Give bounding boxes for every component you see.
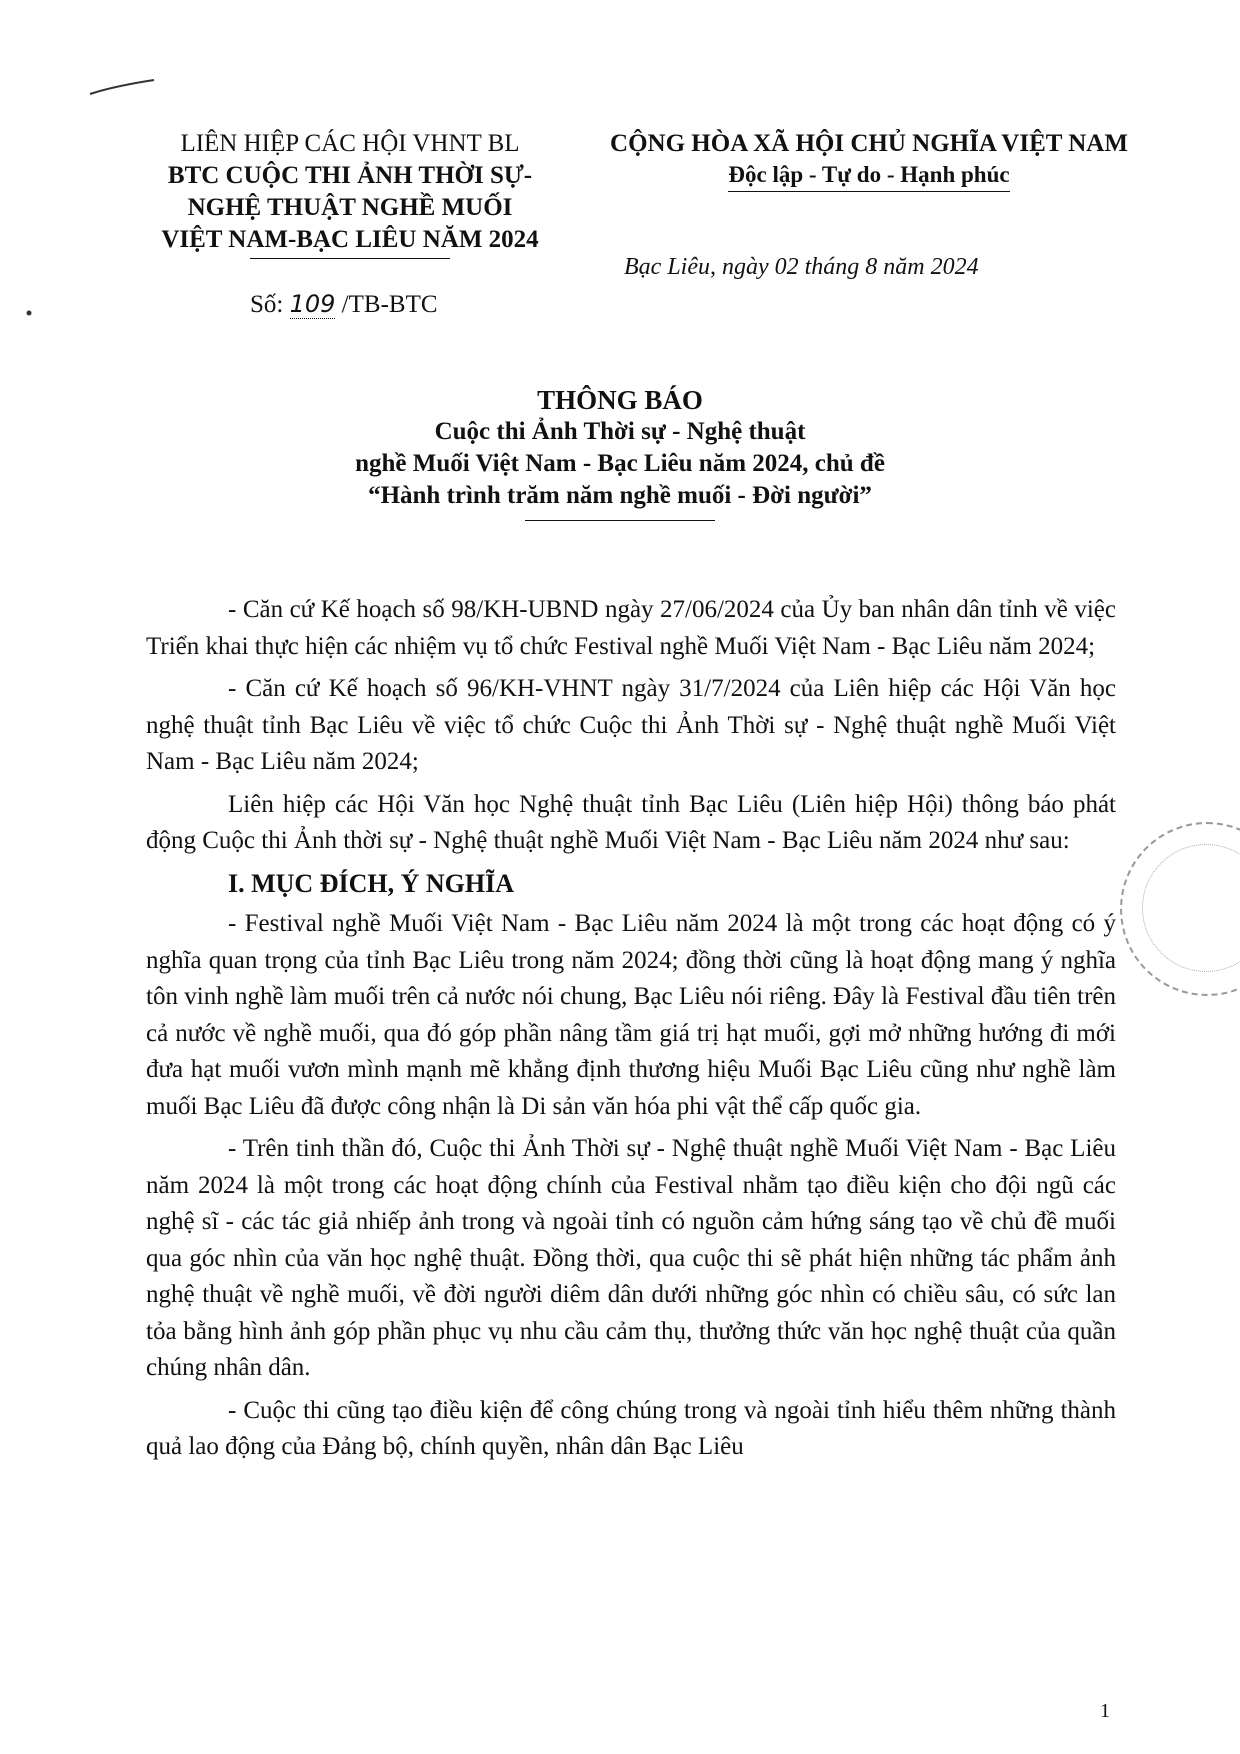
org-underline [250, 258, 450, 259]
place-date: Bạc Liêu, ngày 02 tháng 8 năm 2024 [624, 254, 979, 280]
official-seal-inner-ring [1142, 844, 1240, 972]
national-header [604, 128, 1134, 192]
doc-number-handwritten: 109 [289, 290, 336, 318]
title-main: THÔNG BÁO [537, 385, 703, 415]
paragraph-purpose-3: - Cuộc thi cũng tạo điều kiện để công chúng trong và ngoài tỉnh hiểu thêm những thành quả lao động của Đảng bộ, chính quyền, nhân dân Bạc Liêu [146, 1396, 1116, 1460]
title-underline [525, 520, 715, 521]
title-line-2: Cuộc thi Ảnh Thời sự - Nghệ thuật [434, 418, 806, 445]
org-line-2: BTC CUỘC THI ẢNH THỜI SỰ- [167, 162, 533, 189]
paragraph-purpose-1: - Festival nghề Muối Việt Nam - Bạc Liêu năm 2024 là một trong các hoạt động có ý nghĩa quan trọng của tỉnh Bạc Liêu trong năm 2024; đồng thời cũng là hoạt động mang ý nghĩa tôn vinh nghề làm muối trên cả nước nói chung, Bạc Liêu nói riêng. Đây là Festival đầu tiên trên cả nước về nghề muối, qua đó góp phần nâng tầm giá trị hạt muối, gợi mở những hướng đi mới đưa hạt muối vươn mình mạnh mẽ khẳng định thương hiệu Muối Bạc Liêu cũng như nghề làm muối Bạc Liêu đã được công nhận là Di sản văn hóa phi vật thể cấp quốc gia. [146, 910, 1116, 1120]
doc-number-suffix: /TB-BTC [341, 291, 438, 318]
section-heading-1: I. MỤC ĐÍCH, Ý NGHĨA [228, 868, 514, 898]
issuing-organization [140, 128, 560, 259]
national-motto: Độc lập - Tự do - Hạnh phúc [728, 160, 1009, 192]
nation-name: CỘNG HÒA XÃ HỘI CHỦ NGHĨA VIỆT NAM [610, 130, 1128, 157]
title-line-3: nghề Muối Việt Nam - Bạc Liêu năm 2024, chủ đề [355, 450, 885, 477]
paragraph-purpose-2: - Trên tinh thần đó, Cuộc thi Ảnh Thời sự - Nghệ thuật nghề Muối Việt Nam - Bạc Liêu năm 2024 là một trong các hoạt động chính của Festival nhằm tạo điều kiện cho đội ngũ các nghệ sĩ - các tác giả nhiếp ảnh trong và ngoài tỉnh có nguồn cảm hứng sáng tạo về chủ đề muối qua góc nhìn của văn học nghệ thuật. Đồng thời, qua cuộc thi sẽ phát hiện những tác phẩm ảnh nghệ thuật về nghề muối, về đời người diêm dân dưới những góc nhìn có chiều sâu, có sức lan tỏa bằng hình ảnh góp phần phục vụ nhu cầu cảm thụ, thưởng thức văn học nghệ thuật của quần chúng nhân dân. [146, 1135, 1116, 1381]
official-seal [1120, 822, 1240, 996]
page-number: 1 [1100, 1700, 1110, 1722]
document-number [250, 290, 438, 319]
paragraph-legal-basis-2: - Căn cứ Kế hoạch số 96/KH-VHNT ngày 31/7/2024 của Liên hiệp các Hội Văn học nghệ thuật tỉnh Bạc Liêu về việc tổ chức Cuộc thi Ảnh Thời sự - Nghệ thuật nghề Muối Việt Nam - Bạc Liêu năm 2024; [146, 675, 1116, 775]
notice-title [140, 384, 1100, 521]
paragraph-legal-basis-1: - Căn cứ Kế hoạch số 98/KH-UBND ngày 27/06/2024 của Ủy ban nhân dân tỉnh về việc Triển khai thực hiện các nhiệm vụ tổ chức Festival nghề Muối Việt Nam - Bạc Liêu năm 2024; [146, 596, 1116, 660]
scan-dot-mark [24, 308, 34, 318]
org-line-3: NGHỆ THUẬT NGHỀ MUỐI [187, 194, 513, 221]
org-line-1: LIÊN HIỆP CÁC HỘI VHNT BL [180, 130, 520, 157]
doc-number-prefix: Số: [250, 291, 284, 318]
scan-pen-mark [88, 74, 158, 100]
org-line-4: VIỆT NAM-BẠC LIÊU NĂM 2024 [161, 226, 539, 253]
title-line-4: “Hành trình trăm năm nghề muối - Đời người” [368, 482, 872, 509]
notice-body [146, 592, 1116, 1472]
paragraph-announcement: Liên hiệp các Hội Văn học Nghệ thuật tỉnh Bạc Liêu (Liên hiệp Hội) thông báo phát động Cuộc thi Ảnh thời sự - Nghệ thuật nghề Muối Việt Nam - Bạc Liêu năm 2024 như sau: [146, 790, 1116, 854]
